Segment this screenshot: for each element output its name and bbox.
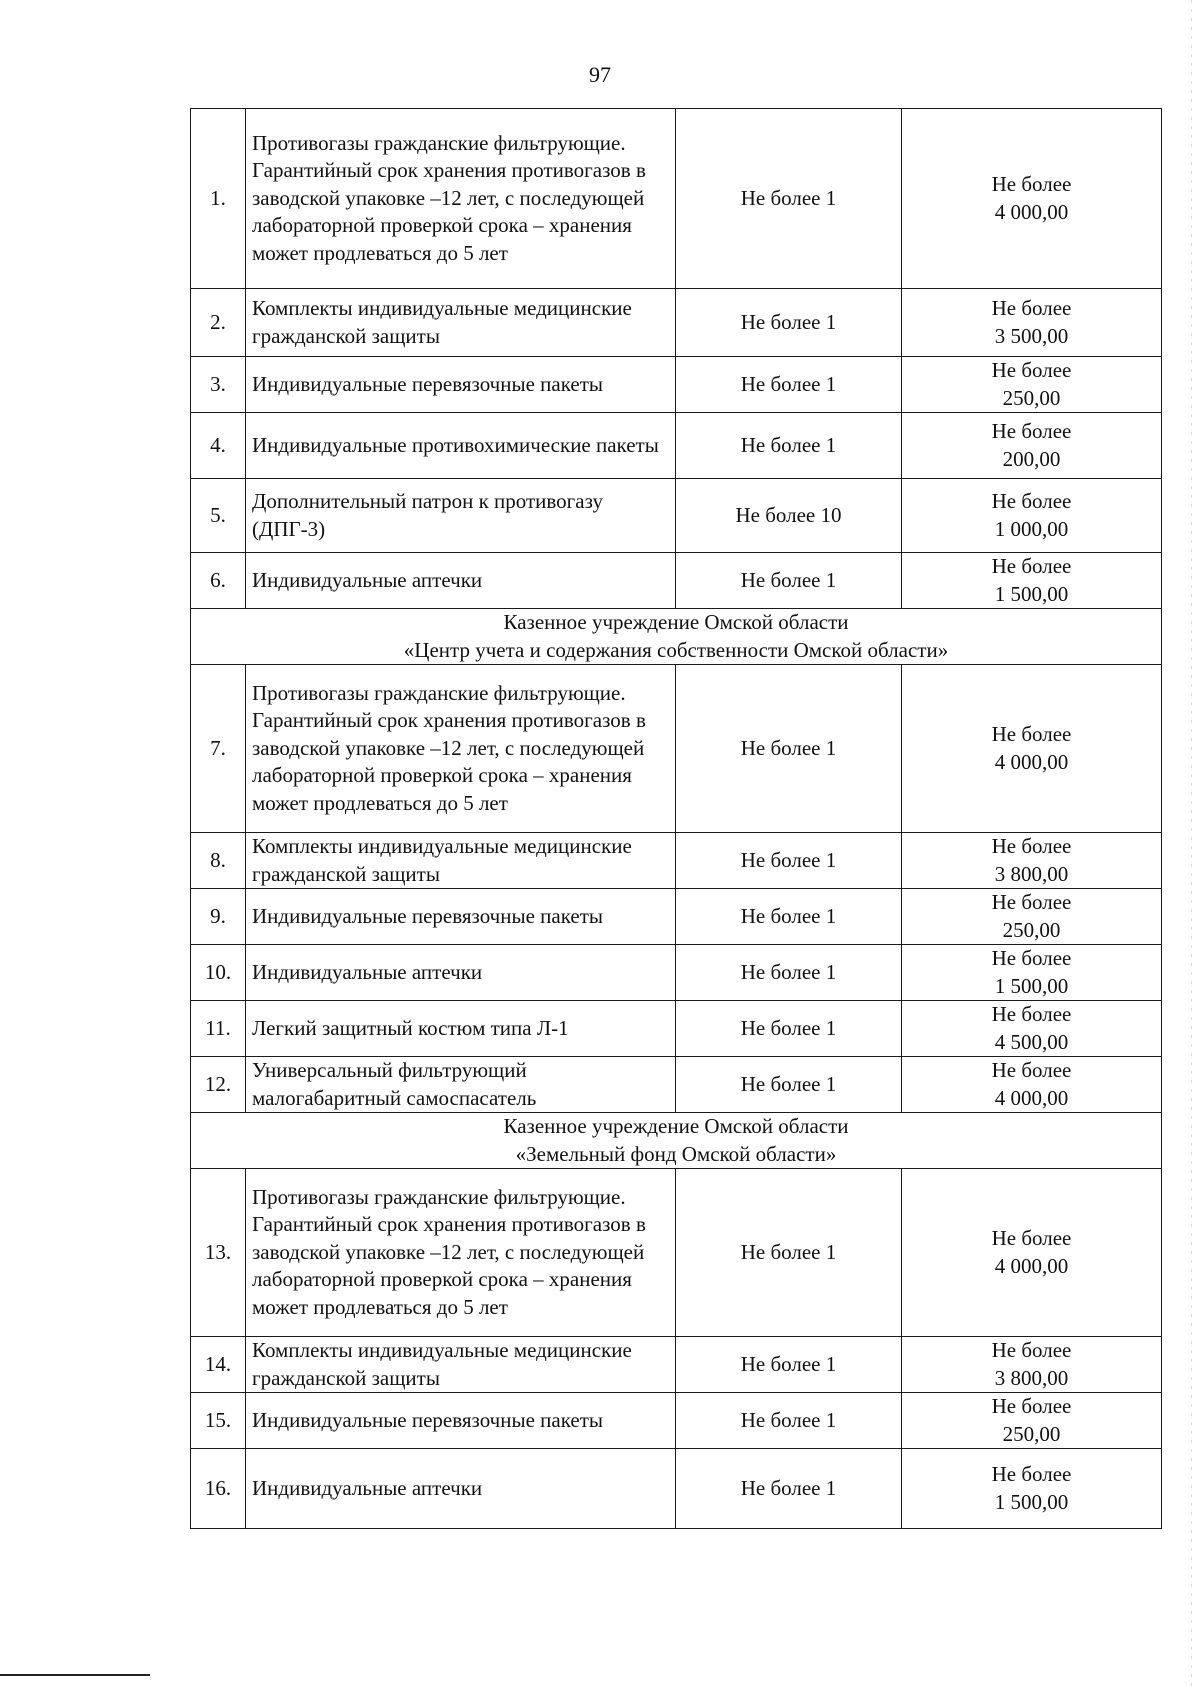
row-number: 6. <box>191 553 246 609</box>
item-quantity: Не более 1 <box>676 109 902 289</box>
row-number: 12. <box>191 1057 246 1113</box>
price-limit-label: Не более <box>991 419 1072 443</box>
table-row <box>191 357 1162 413</box>
item-quantity: Не более 1 <box>676 665 902 833</box>
price-value: 4 000,00 <box>994 1253 1069 1278</box>
item-price <box>902 357 1162 413</box>
item-price <box>902 665 1162 833</box>
item-name: Индивидуальные противохимические пакеты <box>246 413 676 479</box>
price-limit-label: Не более <box>991 1338 1072 1362</box>
price-value: 1 000,00 <box>994 516 1069 541</box>
row-number: 3. <box>191 357 246 413</box>
row-number: 8. <box>191 833 246 889</box>
price-value: 1 500,00 <box>994 973 1069 998</box>
item-name: Индивидуальные перевязочные пакеты <box>246 1393 676 1449</box>
row-number: 14. <box>191 1337 246 1393</box>
item-quantity: Не более 1 <box>676 889 902 945</box>
item-name: Дополнительный патрон к противогазу (ДПГ-3) <box>246 479 676 553</box>
section-header-row <box>191 609 1162 665</box>
organization-type: Казенное учреждение Омской области <box>503 610 849 634</box>
section-header-row <box>191 1113 1162 1169</box>
organization-heading <box>191 609 1162 665</box>
item-price <box>902 413 1162 479</box>
table-body <box>191 109 1162 1529</box>
price-limit-label: Не более <box>991 1226 1072 1250</box>
table-row <box>191 1169 1162 1337</box>
item-quantity: Не более 1 <box>676 1169 902 1337</box>
table-row <box>191 553 1162 609</box>
price-limit-label: Не более <box>991 1058 1072 1082</box>
item-quantity: Не более 1 <box>676 413 902 479</box>
price-value: 4 000,00 <box>994 1085 1069 1110</box>
price-limit-label: Не более <box>991 834 1072 858</box>
price-limit-label: Не более <box>991 890 1072 914</box>
price-value: 4 500,00 <box>994 1029 1069 1054</box>
table-row <box>191 413 1162 479</box>
item-name: Комплекты индивидуальные медицинские гражданской защиты <box>246 833 676 889</box>
item-name: Индивидуальные аптечки <box>246 945 676 1001</box>
price-value: 4 000,00 <box>994 199 1069 224</box>
price-limit-label: Не более <box>991 296 1072 320</box>
table-row <box>191 289 1162 357</box>
item-price <box>902 1393 1162 1449</box>
price-value: 3 800,00 <box>994 861 1069 886</box>
row-number: 16. <box>191 1449 246 1529</box>
item-price <box>902 289 1162 357</box>
price-value: 250,00 <box>1002 1421 1061 1446</box>
price-limit-label: Не более <box>991 1462 1072 1486</box>
organization-name: «Земельный фонд Омской области» <box>515 1141 837 1166</box>
row-number: 10. <box>191 945 246 1001</box>
item-price <box>902 889 1162 945</box>
table-row <box>191 1001 1162 1057</box>
item-quantity: Не более 1 <box>676 1337 902 1393</box>
row-number: 2. <box>191 289 246 357</box>
item-name: Индивидуальные перевязочные пакеты <box>246 889 676 945</box>
equipment-table <box>190 108 1162 1529</box>
price-limit-label: Не более <box>991 554 1072 578</box>
price-limit-label: Не более <box>991 722 1072 746</box>
item-name: Индивидуальные аптечки <box>246 1449 676 1529</box>
page-number: 97 <box>589 62 611 87</box>
item-price <box>902 1057 1162 1113</box>
price-value: 1 500,00 <box>994 1489 1069 1514</box>
item-name: Противогазы гражданские фильтрующие. Гарантийный срок хранения противогазов в заводской упаковке –12 лет, с последующей лабораторной проверкой срока – хранения может продлеваться до 5 лет <box>246 1169 676 1337</box>
item-price <box>902 479 1162 553</box>
row-number: 11. <box>191 1001 246 1057</box>
table-row <box>191 109 1162 289</box>
price-value: 3 800,00 <box>994 1365 1069 1390</box>
item-name: Легкий защитный костюм типа Л-1 <box>246 1001 676 1057</box>
item-quantity: Не более 1 <box>676 945 902 1001</box>
table-row <box>191 479 1162 553</box>
price-value: 250,00 <box>1002 917 1061 942</box>
price-value: 4 000,00 <box>994 749 1069 774</box>
price-limit-label: Не более <box>991 1002 1072 1026</box>
price-value: 3 500,00 <box>994 323 1069 348</box>
item-price <box>902 553 1162 609</box>
organization-heading <box>191 1113 1162 1169</box>
table-row <box>191 889 1162 945</box>
item-quantity: Не более 1 <box>676 1001 902 1057</box>
table-row <box>191 833 1162 889</box>
price-value: 200,00 <box>1002 446 1061 471</box>
item-price <box>902 1169 1162 1337</box>
price-value: 1 500,00 <box>994 581 1069 606</box>
row-number: 4. <box>191 413 246 479</box>
price-limit-label: Не более <box>991 489 1072 513</box>
item-quantity: Не более 1 <box>676 357 902 413</box>
row-number: 9. <box>191 889 246 945</box>
table-row <box>191 945 1162 1001</box>
item-quantity: Не более 1 <box>676 833 902 889</box>
item-price <box>902 833 1162 889</box>
row-number: 1. <box>191 109 246 289</box>
item-quantity: Не более 1 <box>676 1449 902 1529</box>
price-limit-label: Не более <box>991 946 1072 970</box>
item-price <box>902 109 1162 289</box>
item-quantity: Не более 1 <box>676 553 902 609</box>
row-number: 7. <box>191 665 246 833</box>
item-quantity: Не более 1 <box>676 1057 902 1113</box>
price-value: 250,00 <box>1002 385 1061 410</box>
item-quantity: Не более 10 <box>676 479 902 553</box>
item-price <box>902 945 1162 1001</box>
table-row <box>191 1393 1162 1449</box>
row-number: 5. <box>191 479 246 553</box>
organization-name: «Центр учета и содержания собственности Омской области» <box>403 637 949 662</box>
item-quantity: Не более 1 <box>676 1393 902 1449</box>
item-name: Индивидуальные аптечки <box>246 553 676 609</box>
price-limit-label: Не более <box>991 358 1072 382</box>
item-name: Комплекты индивидуальные медицинские гражданской защиты <box>246 1337 676 1393</box>
item-name: Противогазы гражданские фильтрующие. Гарантийный срок хранения противогазов в заводской упаковке –12 лет, с последующей лабораторной проверкой срока – хранения может продлеваться до 5 лет <box>246 665 676 833</box>
item-name: Индивидуальные перевязочные пакеты <box>246 357 676 413</box>
organization-type: Казенное учреждение Омской области <box>503 1114 849 1138</box>
item-name: Комплекты индивидуальные медицинские гражданской защиты <box>246 289 676 357</box>
row-number: 15. <box>191 1393 246 1449</box>
price-limit-label: Не более <box>991 172 1072 196</box>
table-row <box>191 1449 1162 1529</box>
item-name: Противогазы гражданские фильтрующие. Гарантийный срок хранения противогазов в заводской упаковке –12 лет, с последующей лабораторной проверкой срока – хранения может продлеваться до 5 лет <box>246 109 676 289</box>
scan-bottom-line <box>0 1674 150 1676</box>
table-row <box>191 1057 1162 1113</box>
scan-edge-artifact <box>1191 0 1192 1686</box>
table-row <box>191 1337 1162 1393</box>
price-limit-label: Не более <box>991 1394 1072 1418</box>
item-price <box>902 1337 1162 1393</box>
item-name: Универсальный фильтрующий малогабаритный самоспасатель <box>246 1057 676 1113</box>
item-quantity: Не более 1 <box>676 289 902 357</box>
item-price <box>902 1001 1162 1057</box>
table-row <box>191 665 1162 833</box>
item-price <box>902 1449 1162 1529</box>
row-number: 13. <box>191 1169 246 1337</box>
